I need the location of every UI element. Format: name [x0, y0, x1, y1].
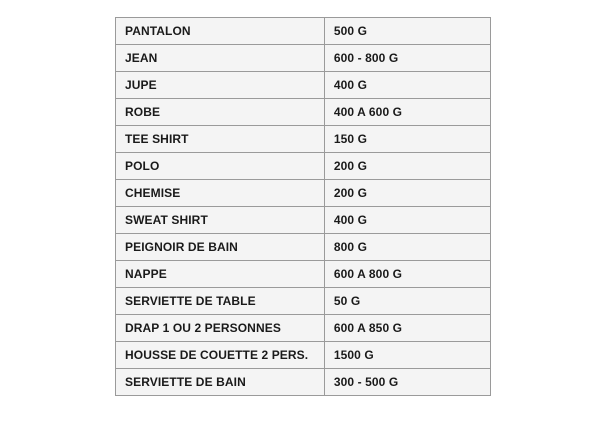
- weight-cell: 50 G: [324, 288, 490, 315]
- weight-cell: 800 G: [324, 234, 490, 261]
- item-cell: HOUSSE DE COUETTE 2 PERS.: [116, 342, 325, 369]
- table-row: [116, 342, 491, 369]
- item-cell: POLO: [116, 153, 325, 180]
- weight-cell: 500 G: [324, 18, 490, 45]
- table-body: [116, 18, 491, 396]
- table-row: [116, 234, 491, 261]
- table-row: [116, 180, 491, 207]
- item-cell: JUPE: [116, 72, 325, 99]
- table-row: [116, 207, 491, 234]
- weight-cell: 400 G: [324, 207, 490, 234]
- table-row: [116, 72, 491, 99]
- item-cell: DRAP 1 OU 2 PERSONNES: [116, 315, 325, 342]
- table-row: [116, 315, 491, 342]
- item-cell: SWEAT SHIRT: [116, 207, 325, 234]
- item-cell: PANTALON: [116, 18, 325, 45]
- item-cell: CHEMISE: [116, 180, 325, 207]
- weight-cell: 1500 G: [324, 342, 490, 369]
- laundry-weight-table: [115, 17, 491, 396]
- table-row: [116, 261, 491, 288]
- table-row: [116, 288, 491, 315]
- item-cell: JEAN: [116, 45, 325, 72]
- item-cell: SERVIETTE DE BAIN: [116, 369, 325, 396]
- item-cell: PEIGNOIR DE BAIN: [116, 234, 325, 261]
- weight-cell: 400 A 600 G: [324, 99, 490, 126]
- item-cell: ROBE: [116, 99, 325, 126]
- table-row: [116, 369, 491, 396]
- weight-cell: 600 A 800 G: [324, 261, 490, 288]
- weight-cell: 150 G: [324, 126, 490, 153]
- weight-cell: 300 - 500 G: [324, 369, 490, 396]
- item-cell: SERVIETTE DE TABLE: [116, 288, 325, 315]
- weight-cell: 600 A 850 G: [324, 315, 490, 342]
- table-row: [116, 153, 491, 180]
- weight-cell: 200 G: [324, 180, 490, 207]
- table-row: [116, 99, 491, 126]
- table-row: [116, 18, 491, 45]
- item-cell: NAPPE: [116, 261, 325, 288]
- weight-cell: 600 - 800 G: [324, 45, 490, 72]
- table-row: [116, 126, 491, 153]
- weight-cell: 400 G: [324, 72, 490, 99]
- item-cell: TEE SHIRT: [116, 126, 325, 153]
- table-row: [116, 45, 491, 72]
- weight-cell: 200 G: [324, 153, 490, 180]
